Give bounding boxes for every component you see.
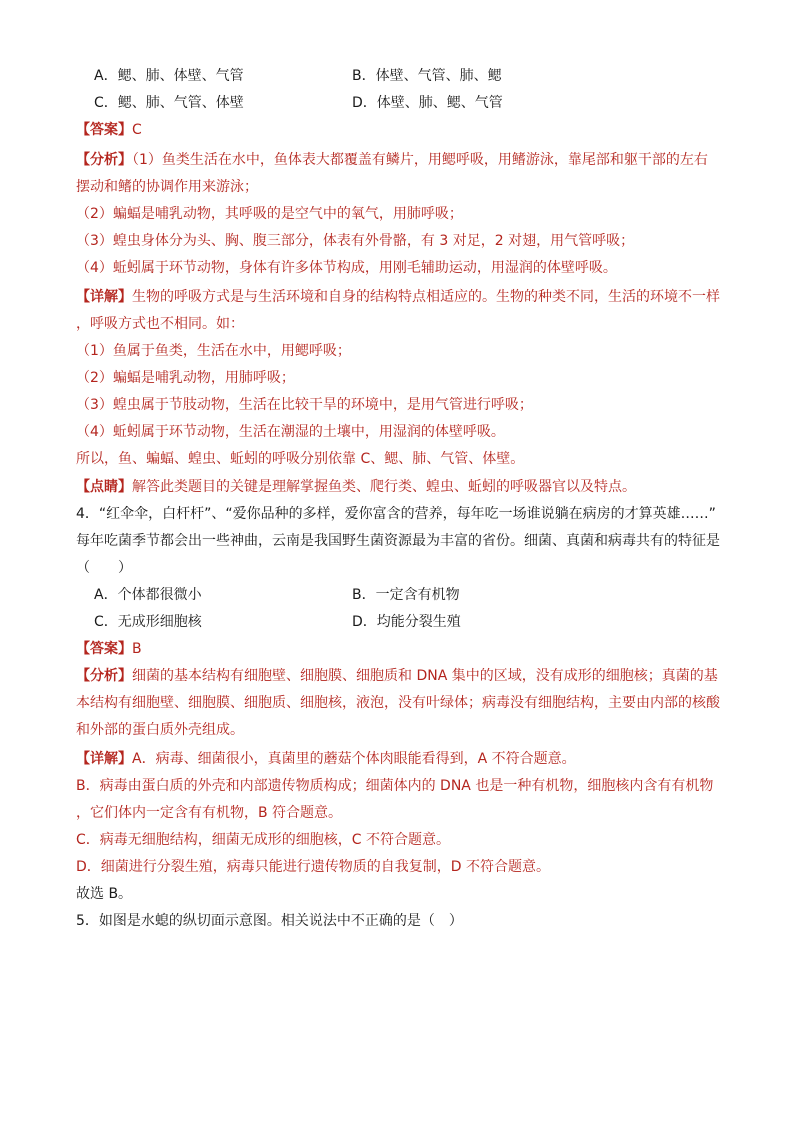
detail-text: A．病毒、细菌很小，真菌里的蘑菇个体肉眼能看得到，A 不符合题意。 <box>132 751 576 767</box>
q3-detail-line: （1）鱼属于鱼类，生活在水中，用鳃呼吸； <box>76 343 351 359</box>
answer-value: C <box>132 122 142 138</box>
q4-detail-line <box>76 750 576 768</box>
analysis-tag: 【分析】 <box>76 152 132 168</box>
q3-option-c: C．鳃、肺、气管、体壁 <box>94 95 244 111</box>
q3-detail-line: 所以，鱼、蝙蝠、蝗虫、蚯蚓的呼吸分别依靠 C、鳃、肺、气管、体壁。 <box>76 451 525 467</box>
q4-detail-line: ，它们体内一定含有有机物，B 符合题意。 <box>76 805 343 821</box>
q3-detail-line: （3）蝗虫属于节肢动物，生活在比较干旱的环境中，是用气管进行呼吸； <box>76 397 533 413</box>
q3-option-a: A．鳃、肺、体壁、气管 <box>94 68 244 84</box>
q3-analysis-line: （3）蝗虫身体分为头、胸、腹三部分，体表有外骨骼，有 3 对足，2 对翅，用气管呼吸； <box>76 233 635 249</box>
q3-detail-line: ，呼吸方式也不相同。如： <box>76 316 244 332</box>
analysis-text: （1）鱼类生活在水中，鱼体表大都覆盖有鳞片，用鳃呼吸，用鳍游泳，靠尾部和躯干部的左右 <box>132 152 708 168</box>
q3-analysis-line <box>76 151 708 169</box>
q3-analysis-line: （4）蚯蚓属于环节动物，身体有许多体节构成，用刚毛辅助运动，用湿润的体壁呼吸。 <box>76 260 617 276</box>
q3-analysis-line: 摆动和鳍的协调作用来游泳； <box>76 179 258 195</box>
answer-tag: 【答案】 <box>76 641 132 657</box>
q4-stem-line: 4．“红伞伞，白杆杆”、“爱你品种的多样，爱你富含的营养，每年吃一场谁说躺在病房的才算英雄……” <box>76 506 716 522</box>
q4-conclusion: 故选 B。 <box>76 886 133 902</box>
q3-detail-line: （4）蚯蚓属于环节动物，生活在潮湿的土壤中，用湿润的体壁呼吸。 <box>76 424 505 440</box>
q4-option-d: D．均能分裂生殖 <box>352 614 461 630</box>
tip-tag: 【点睛】 <box>76 479 132 495</box>
q3-option-b: B．体壁、气管、肺、鳃 <box>352 68 502 84</box>
detail-tag: 【详解】 <box>76 751 132 767</box>
detail-tag: 【详解】 <box>76 289 132 305</box>
q3-analysis-line: （2）蝙蝠是哺乳动物，其呼吸的是空气中的氧气，用肺呼吸； <box>76 206 463 222</box>
q4-detail-line: B．病毒由蛋白质的外壳和内部遗传物质构成；细菌体内的 DNA 也是一种有机物，细胞核内含有有机物 <box>76 778 714 794</box>
analysis-tag: 【分析】 <box>76 668 132 684</box>
detail-text: 生物的呼吸方式是与生活环境和自身的结构特点相适应的。生物的种类不同，生活的环境不一样 <box>132 289 720 305</box>
q4-detail-line: D．细菌进行分裂生殖，病毒只能进行遗传物质的自我复制，D 不符合题意。 <box>76 859 551 875</box>
answer-tag: 【答案】 <box>76 122 132 138</box>
q4-option-b: B．一定含有机物 <box>352 587 460 603</box>
analysis-text: 细菌的基本结构有细胞壁、细胞膜、细胞质和 DNA 集中的区域，没有成形的细胞核；真菌的基 <box>132 668 718 684</box>
q3-detail-line <box>76 288 720 306</box>
q4-analysis-line: 本结构有细胞壁、细胞膜、细胞质、细胞核，液泡，没有叶绿体；病毒没有细胞结构，主要由内部的核酸 <box>76 695 720 711</box>
q4-answer <box>76 640 142 658</box>
q4-detail-line: C．病毒无细胞结构，细菌无成形的细胞核，C 不符合题意。 <box>76 832 450 848</box>
q4-stem-line: （ ） <box>76 560 132 576</box>
q4-option-a: A．个体都很微小 <box>94 587 202 603</box>
q3-detail-line: （2）蝙蝠是哺乳动物，用肺呼吸； <box>76 370 295 386</box>
q3-tip <box>76 478 636 496</box>
q3-option-d: D．体壁、肺、鳃、气管 <box>352 95 503 111</box>
answer-value: B <box>132 641 142 657</box>
q5-stem: 5．如图是水螅的纵切面示意图。相关说法中不正确的是（ ） <box>76 913 463 929</box>
q4-stem-line: 每年吃菌季节都会出一些神曲，云南是我国野生菌资源最为丰富的省份。细菌、真菌和病毒共有的特征是 <box>76 533 720 549</box>
q4-analysis-line: 和外部的蛋白质外壳组成。 <box>76 722 244 738</box>
q4-option-c: C．无成形细胞核 <box>94 614 202 630</box>
q3-answer <box>76 121 142 139</box>
q4-analysis-line <box>76 667 718 685</box>
tip-text: 解答此类题目的关键是理解掌握鱼类、爬行类、蝗虫、蚯蚓的呼吸器官以及特点。 <box>132 479 636 495</box>
